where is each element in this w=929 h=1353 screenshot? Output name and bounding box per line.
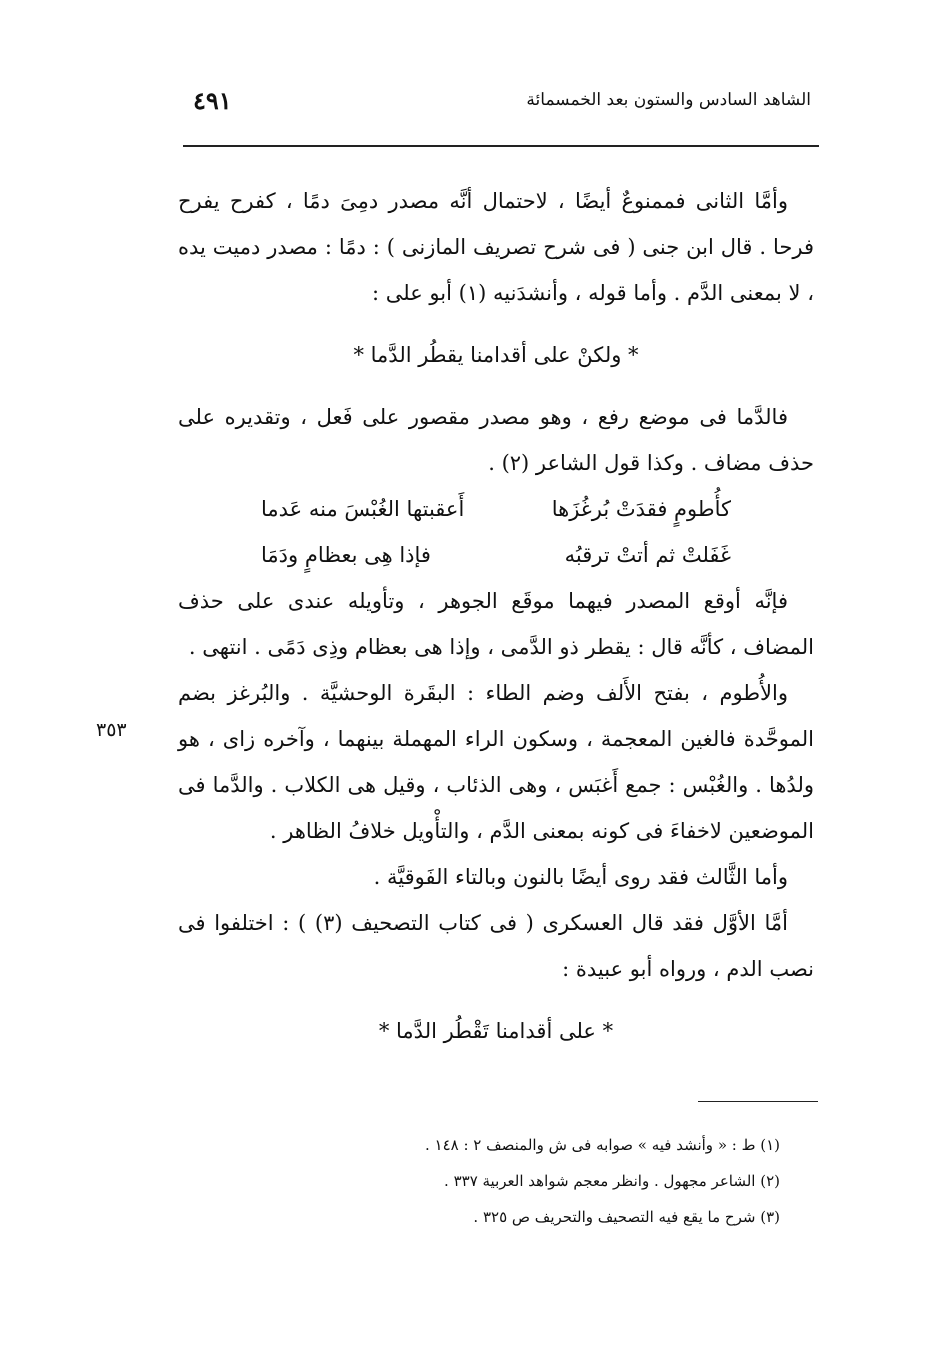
header-rule <box>183 145 819 147</box>
page-number: ٤٩١ <box>193 86 232 115</box>
verse-1-right: كأُطومٍ فقدَتْ بُرغُزَها <box>551 497 731 521</box>
running-head: الشاهد السادس والستون بعد الخمسمائة <box>526 90 811 110</box>
footnote-rule <box>698 1101 818 1102</box>
verse-line-2 <box>261 532 731 578</box>
paragraph-2: فالدَّما فى موضع رفع ، وهو مصدر مقصور على فَعل ، وتقديره على حذف مضاف . وكذا قول الشاعر (٢) . <box>178 405 814 475</box>
footnote-3: (٣) شرح ما يقع فيه التصحيف والتحريف ص ٣٢٥ . <box>473 1208 780 1226</box>
verse-hemistich-1: * ولكنْ على أقدامنا يقطُر الدَّما * <box>353 343 639 367</box>
page-header <box>183 86 819 126</box>
verse-2-right: غَفَلتْ ثم أتتْ ترقبُه <box>564 543 731 567</box>
footnote-1: (١) ط : « وأنشد فيه » صوابه فى ش والمنصف ٢ : ١٤٨ . <box>424 1136 780 1154</box>
verse-1-left: أَعقبتها الغُبْسَ منه عَدما <box>261 497 465 521</box>
paragraph-4: والأُطوم ، بفتح الأَلف وضم الطاء : البقَرة الوحشيَّة . والبُرغز بضم الموحَّدة فالغين المعجمة ، وسكون الراء المهملة بينهما ، وآخره زاى ، هو ولدُها . والغُبْس : جمع أَغبَس ، وهى الذئاب ، وقيل هى الكلاب . والدَّما فى الموضعين لاخفاءَ فى كونه بمعنى الدَّم ، والتأْويل خلافُ الظاهر . <box>178 681 814 843</box>
verse-hemistich-2: * على أقدامنا تَقْطُر الدَّما * <box>378 1019 614 1043</box>
margin-reference-number: ٣٥٣ <box>96 719 127 741</box>
paragraph-3: فإنَّه أوقع المصدر فيهما موقَع الجوهر ، وتأويله عندى على حذف المضاف ، كأنَّه قال : يقطر ذو الدَّمى ، وإذا هى بعظام وذِى دَمًى . انتهى . <box>178 589 814 659</box>
paragraph-1: وأمَّا الثانى فممنوعٌ أيضًا ، لاحتمال أنَّه مصدر دمِىَ دمًا ، كفرح يفرح فرحا . قال ابن جنى ( فى شرح تصريف المازنى ) : دمًا : مصدر دميت يده ، لا بمعنى الدَّم . وأما قوله ، وأنشدَنيه (١) أبو على : <box>178 189 814 305</box>
footnotes <box>340 1127 780 1235</box>
footnote-2: (٢) الشاعر مجهول . وانظر معجم شواهد العربية ٣٣٧ . <box>444 1172 780 1190</box>
verse-line-1 <box>261 486 731 532</box>
verse-2-left: فإذا هِى بعظامٍ ودَمَا <box>261 543 431 567</box>
paragraph-5: وأما الثَّالث فقد روى أيضًا بالنون وبالتاء الفَوقيَّة . <box>373 865 788 889</box>
paragraph-6: أمَّا الأوَّل فقد قال العسكرى ( فى كتاب التصحيف (٣) ) : اختلفوا فى نصب الدم ، ورواه أبو عبيدة : <box>178 911 814 981</box>
main-text <box>178 178 814 1070</box>
poem-couplet <box>261 486 731 578</box>
